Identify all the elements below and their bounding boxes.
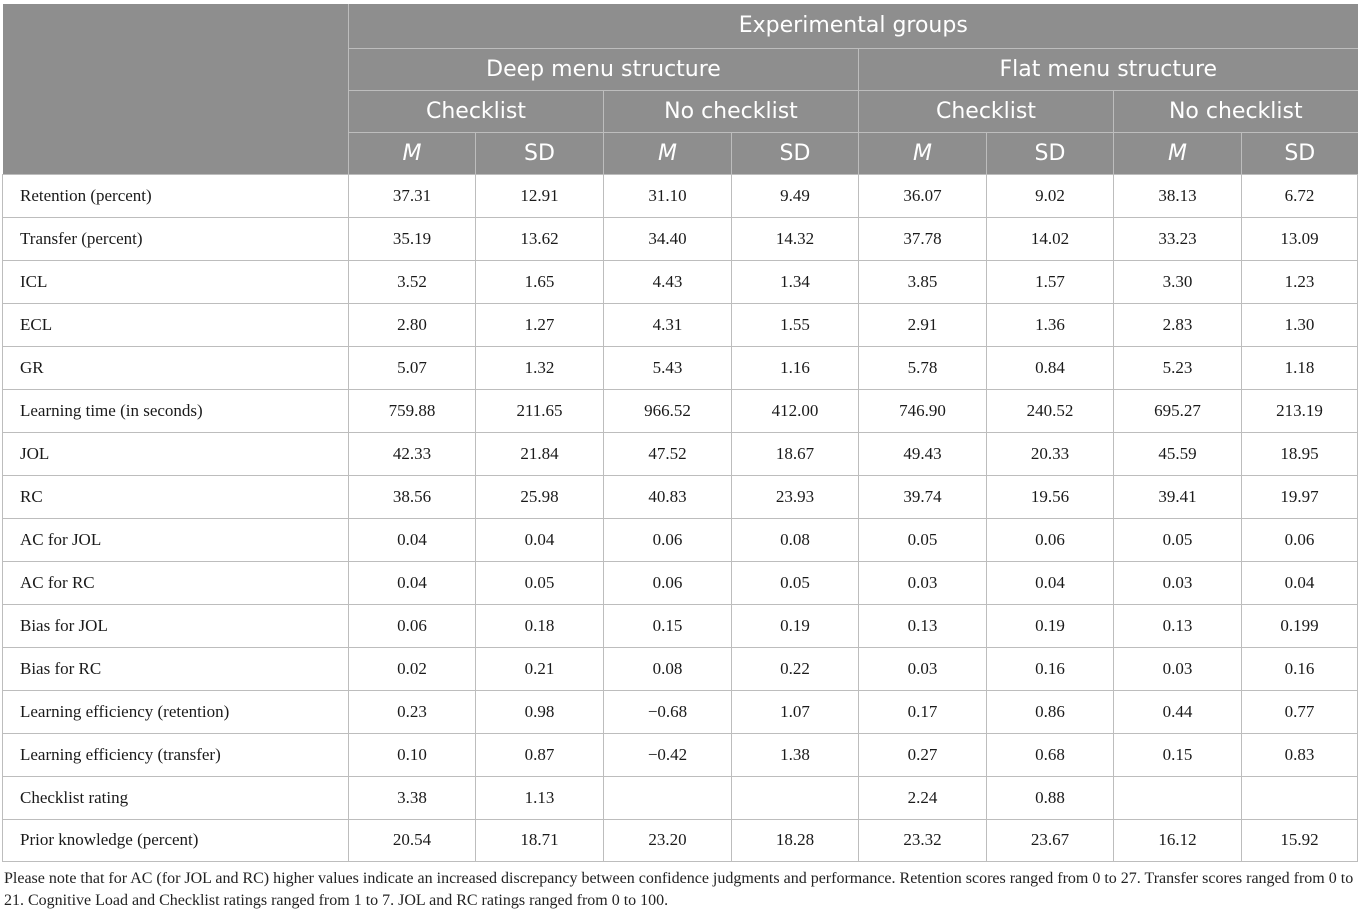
table-cell: 695.27	[1114, 389, 1242, 432]
table-cell: 37.78	[859, 217, 987, 260]
table-cell: 0.98	[476, 690, 604, 733]
table-cell: 3.52	[349, 260, 476, 303]
table-cell: 0.06	[987, 518, 1114, 561]
table-cell: 5.07	[349, 346, 476, 389]
table-cell: 36.07	[859, 174, 987, 217]
table-row	[3, 604, 1358, 647]
table-cell: 47.52	[604, 432, 732, 475]
table-row	[3, 561, 1358, 604]
table-cell: 39.74	[859, 475, 987, 518]
table-row	[3, 217, 1358, 260]
table-cell: 0.13	[859, 604, 987, 647]
table-cell: 9.02	[987, 174, 1114, 217]
table-row	[3, 432, 1358, 475]
row-label: GR	[3, 346, 349, 389]
table-row	[3, 174, 1358, 217]
table-cell	[1242, 776, 1358, 819]
table-cell: 23.20	[604, 819, 732, 861]
header-stat-mean: M	[604, 132, 732, 174]
table-cell: 14.32	[732, 217, 859, 260]
table-cell: 759.88	[349, 389, 476, 432]
table-cell: 0.16	[987, 647, 1114, 690]
table-cell: 3.85	[859, 260, 987, 303]
header-condition: Checklist	[859, 90, 1114, 132]
table-cell: 2.24	[859, 776, 987, 819]
header-group-deep: Deep menu structure	[349, 48, 859, 90]
header-experimental-groups: Experimental groups	[349, 4, 1358, 48]
table-cell: 0.04	[349, 518, 476, 561]
table-cell: 0.44	[1114, 690, 1242, 733]
row-label: Learning efficiency (retention)	[3, 690, 349, 733]
table-cell: 0.88	[987, 776, 1114, 819]
table-cell: 0.86	[987, 690, 1114, 733]
table-cell: 0.04	[349, 561, 476, 604]
table-cell: 31.10	[604, 174, 732, 217]
table-cell: 0.04	[476, 518, 604, 561]
table-cell: 18.67	[732, 432, 859, 475]
table-cell: 14.02	[987, 217, 1114, 260]
table-cell: 0.199	[1242, 604, 1358, 647]
table-cell: 0.03	[1114, 647, 1242, 690]
table-row	[3, 260, 1358, 303]
table-header	[3, 4, 1358, 174]
table-cell: 15.92	[1242, 819, 1358, 861]
table-cell: 0.03	[1114, 561, 1242, 604]
table-cell: 35.19	[349, 217, 476, 260]
table-cell: 0.04	[987, 561, 1114, 604]
table-cell: 0.05	[476, 561, 604, 604]
header-stat-sd: SD	[1242, 132, 1358, 174]
table-cell: 0.05	[859, 518, 987, 561]
table-cell: 211.65	[476, 389, 604, 432]
table-row	[3, 819, 1358, 861]
table-cell: 0.23	[349, 690, 476, 733]
table-cell: 0.04	[1242, 561, 1358, 604]
table-cell: 42.33	[349, 432, 476, 475]
table-cell: −0.68	[604, 690, 732, 733]
table-cell: 0.84	[987, 346, 1114, 389]
table-cell: 3.38	[349, 776, 476, 819]
table-cell: 213.19	[1242, 389, 1358, 432]
table-cell: 5.23	[1114, 346, 1242, 389]
row-label: JOL	[3, 432, 349, 475]
table-cell: 1.30	[1242, 303, 1358, 346]
header-stat-sd: SD	[987, 132, 1114, 174]
table-cell: 2.83	[1114, 303, 1242, 346]
table-cell: 0.10	[349, 733, 476, 776]
table-cell: 1.36	[987, 303, 1114, 346]
table-cell: 16.12	[1114, 819, 1242, 861]
table-cell: 6.72	[1242, 174, 1358, 217]
table-cell: 0.06	[604, 561, 732, 604]
table-cell: 21.84	[476, 432, 604, 475]
table-cell: 33.23	[1114, 217, 1242, 260]
row-label: Transfer (percent)	[3, 217, 349, 260]
header-condition: Checklist	[349, 90, 604, 132]
table-cell: 966.52	[604, 389, 732, 432]
table-cell: 0.83	[1242, 733, 1358, 776]
table-cell: 34.40	[604, 217, 732, 260]
table-cell: 23.93	[732, 475, 859, 518]
table-cell: 1.16	[732, 346, 859, 389]
table-row	[3, 346, 1358, 389]
header-stat-mean: M	[1114, 132, 1242, 174]
row-label: Prior knowledge (percent)	[3, 819, 349, 861]
table-cell: 38.56	[349, 475, 476, 518]
table-cell: 0.19	[987, 604, 1114, 647]
table-cell: 4.31	[604, 303, 732, 346]
table-cell: 39.41	[1114, 475, 1242, 518]
table-cell: 37.31	[349, 174, 476, 217]
table-cell: 1.18	[1242, 346, 1358, 389]
table-cell: 3.30	[1114, 260, 1242, 303]
table-cell: 13.62	[476, 217, 604, 260]
table-cell: 0.15	[1114, 733, 1242, 776]
table-cell: 1.07	[732, 690, 859, 733]
header-stat-sd: SD	[476, 132, 604, 174]
row-label: Checklist rating	[3, 776, 349, 819]
header-condition: No checklist	[604, 90, 859, 132]
table-cell: 1.38	[732, 733, 859, 776]
table-cell: 12.91	[476, 174, 604, 217]
row-label: Bias for JOL	[3, 604, 349, 647]
row-label: ECL	[3, 303, 349, 346]
table-cell	[1114, 776, 1242, 819]
row-label: AC for JOL	[3, 518, 349, 561]
header-condition: No checklist	[1114, 90, 1358, 132]
row-label: AC for RC	[3, 561, 349, 604]
table-cell: −0.42	[604, 733, 732, 776]
header-corner	[3, 4, 349, 174]
table-cell: 746.90	[859, 389, 987, 432]
table-cell: 18.71	[476, 819, 604, 861]
table-cell: 0.77	[1242, 690, 1358, 733]
table-cell: 4.43	[604, 260, 732, 303]
table-cell: 0.06	[1242, 518, 1358, 561]
table-cell: 1.13	[476, 776, 604, 819]
table-cell: 0.03	[859, 647, 987, 690]
table-cell: 0.06	[604, 518, 732, 561]
table-cell: 2.91	[859, 303, 987, 346]
table-cell: 0.06	[349, 604, 476, 647]
row-label: RC	[3, 475, 349, 518]
table-cell: 1.34	[732, 260, 859, 303]
table-cell: 412.00	[732, 389, 859, 432]
table-cell: 45.59	[1114, 432, 1242, 475]
table-cell: 0.03	[859, 561, 987, 604]
table-cell: 0.05	[1114, 518, 1242, 561]
table-cell: 0.18	[476, 604, 604, 647]
row-label: Learning efficiency (transfer)	[3, 733, 349, 776]
table-cell: 18.28	[732, 819, 859, 861]
header-stat-mean: M	[859, 132, 987, 174]
row-label: Retention (percent)	[3, 174, 349, 217]
table-cell: 0.15	[604, 604, 732, 647]
table-row	[3, 776, 1358, 819]
header-stat-sd: SD	[732, 132, 859, 174]
table-cell: 0.21	[476, 647, 604, 690]
table-row	[3, 733, 1358, 776]
table-cell: 0.87	[476, 733, 604, 776]
table-cell: 5.78	[859, 346, 987, 389]
table-row	[3, 518, 1358, 561]
table-cell: 1.65	[476, 260, 604, 303]
table-cell: 0.17	[859, 690, 987, 733]
table-row	[3, 475, 1358, 518]
table-cell: 0.05	[732, 561, 859, 604]
table-row	[3, 389, 1358, 432]
row-label: Bias for RC	[3, 647, 349, 690]
table-cell: 2.80	[349, 303, 476, 346]
table-cell: 1.32	[476, 346, 604, 389]
table-cell: 13.09	[1242, 217, 1358, 260]
table-cell: 49.43	[859, 432, 987, 475]
table-cell: 0.19	[732, 604, 859, 647]
table-cell: 240.52	[987, 389, 1114, 432]
table-cell: 1.23	[1242, 260, 1358, 303]
table-cell: 0.22	[732, 647, 859, 690]
table-cell: 0.16	[1242, 647, 1358, 690]
header-group-flat: Flat menu structure	[859, 48, 1358, 90]
table-cell: 23.67	[987, 819, 1114, 861]
table-cell: 23.32	[859, 819, 987, 861]
table-row	[3, 303, 1358, 346]
table-cell: 40.83	[604, 475, 732, 518]
table-cell: 25.98	[476, 475, 604, 518]
table-cell: 20.54	[349, 819, 476, 861]
table-cell: 0.02	[349, 647, 476, 690]
table-cell: 19.97	[1242, 475, 1358, 518]
table-cell: 1.27	[476, 303, 604, 346]
table-row	[3, 690, 1358, 733]
table-cell: 19.56	[987, 475, 1114, 518]
table-cell: 9.49	[732, 174, 859, 217]
row-label: ICL	[3, 260, 349, 303]
table-footnote: Please note that for AC (for JOL and RC) higher values indicate an increased discrepancy between confidence judgments and performance. Retention scores ranged from 0 to 27. Transfer scores ranged from 0 to 21. Cognitive Load and Checklist ratings ranged from 1 to 7. JOL and RC ratings ranged from 0 to 100.	[4, 870, 1354, 909]
results-table	[2, 4, 1358, 862]
table-cell: 0.08	[732, 518, 859, 561]
table-cell: 18.95	[1242, 432, 1358, 475]
table-cell: 1.57	[987, 260, 1114, 303]
row-label: Learning time (in seconds)	[3, 389, 349, 432]
table-cell: 0.68	[987, 733, 1114, 776]
table-cell	[604, 776, 732, 819]
table-cell: 0.13	[1114, 604, 1242, 647]
table-cell: 5.43	[604, 346, 732, 389]
table-cell: 0.08	[604, 647, 732, 690]
table-cell: 0.27	[859, 733, 987, 776]
table-cell: 1.55	[732, 303, 859, 346]
header-stat-mean: M	[349, 132, 476, 174]
table-cell: 20.33	[987, 432, 1114, 475]
table-cell: 38.13	[1114, 174, 1242, 217]
table-row	[3, 647, 1358, 690]
table-cell	[732, 776, 859, 819]
table-body	[3, 174, 1358, 861]
